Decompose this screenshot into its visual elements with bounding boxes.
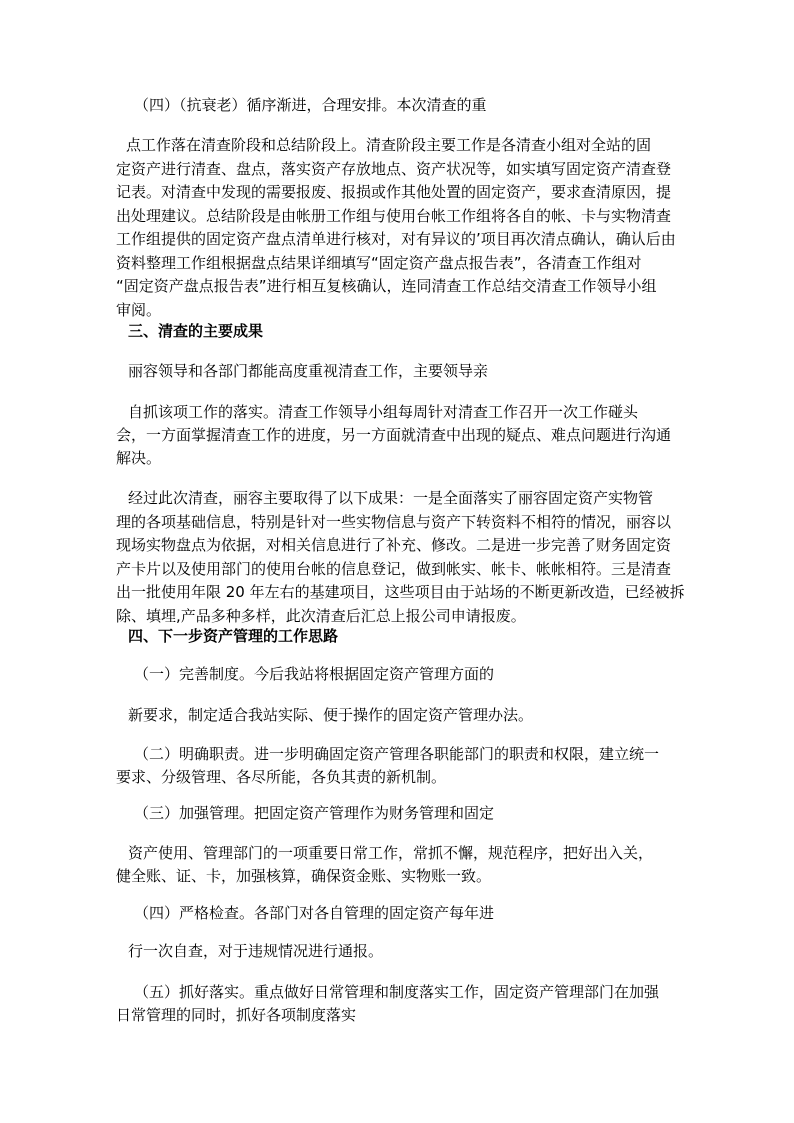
- paragraph-line: 定资产进行清查、盘点，落实资产存放地点、资产状况等，如实填写固定资产清查登: [116, 160, 672, 178]
- paragraph-line: （四）（抗衰老）循序渐进，合理安排。本次清查的重: [134, 96, 487, 114]
- paragraph-line: 审阅。: [116, 301, 162, 319]
- paragraph-line: 解决。: [116, 449, 162, 467]
- paragraph-line: 健全账、证、卡，加强核算，确保资金账、实物账一致。: [116, 867, 492, 885]
- paragraph-line: 自抓该项工作的落实。清查工作领导小组每周针对清查工作召开一次工作碰头: [128, 403, 639, 421]
- section-heading: 四、下一步资产管理的工作思路: [128, 627, 339, 645]
- paragraph-line: 除、填埋,产品多种多样，此次清查后汇总上报公司申请报废。: [116, 607, 526, 625]
- paragraph-line: （五）抓好落实。重点做好日常管理和制度落实工作，固定资产管理部门在加强: [134, 983, 660, 1001]
- paragraph-line: 会，一方面掌握清查工作的进度，另一方面就清查中出现的疑点、难点问题进行沟通: [116, 426, 672, 444]
- paragraph-line: 要求、分级管理、各尽所能，各负其责的新机制。: [116, 768, 447, 786]
- paragraph-line: “固定资产盘点报告表”进行相互复核确认，连同清查工作总结交清查工作领导小组: [116, 277, 657, 295]
- paragraph-line: 理的各项基础信息，特别是针对一些实物信息与资产下转资料不相符的情况，丽容以: [116, 513, 672, 531]
- paragraph-line: 点工作落在清查阶段和总结阶段上。清查阶段主要工作是各清查小组对全站的固: [126, 136, 652, 154]
- paragraph-line: 现场实物盘点为依据，对相关信息进行了补充、修改。二是进一步完善了财务固定资: [116, 536, 672, 554]
- paragraph-line: 出一批使用年限 20 年左右的基建项目，这些项目由于站场的不断更新改造，已经被拆: [116, 583, 685, 601]
- paragraph-line: 工作组提供的固定资产盘点清单进行核对，对有异议的’项目再次清点确认，确认后由: [116, 230, 676, 248]
- paragraph-line: 丽容领导和各部门都能高度重视清查工作，主要领导亲: [128, 362, 489, 380]
- paragraph-line: （四）严格检查。各部门对各自管理的固定资产每年进: [134, 904, 495, 922]
- section-heading: 三、清查的主要成果: [128, 322, 264, 340]
- paragraph-line: 经过此次清查，丽容主要取得了以下成果：一是全面落实了丽容固定资产实物管: [128, 489, 654, 507]
- paragraph-line: 新要求，制定适合我站实际、便于操作的固定资产管理办法。: [128, 706, 534, 724]
- paragraph-line: 日常管理的同时，抓好各项制度落实: [116, 1006, 357, 1024]
- paragraph-line: 行一次自查，对于违规情况进行通报。: [128, 942, 384, 960]
- paragraph-line: （二）明确职责。进一步明确固定资产管理各职能部门的职责和权限，建立统一: [134, 745, 660, 763]
- paragraph-line: 资料整理工作组根据盘点结果详细填写“固定资产盘点报告表”，各清查工作组对: [116, 254, 642, 272]
- paragraph-line: 资产使用、管理部门的一项重要日常工作，常抓不懈，规范程序，把好出入关，: [128, 844, 654, 862]
- paragraph-line: 出处理建议。总结阶段是由帐册工作组与使用台帐工作组将各自的帐、卡与实物清查: [116, 207, 672, 225]
- paragraph-line: （三）加强管理。把固定资产管理作为财务管理和固定: [134, 804, 495, 822]
- paragraph-line: 记表。对清查中发现的需要报废、报损或作其他处置的固定资产，要求查清原因，提: [116, 183, 672, 201]
- paragraph-line: 产卡片以及使用部门的使用台帐的信息登记，做到帐实、帐卡、帐帐相符。三是清查: [116, 560, 672, 578]
- paragraph-line: （一）完善制度。今后我站将根据固定资产管理方面的: [134, 665, 495, 683]
